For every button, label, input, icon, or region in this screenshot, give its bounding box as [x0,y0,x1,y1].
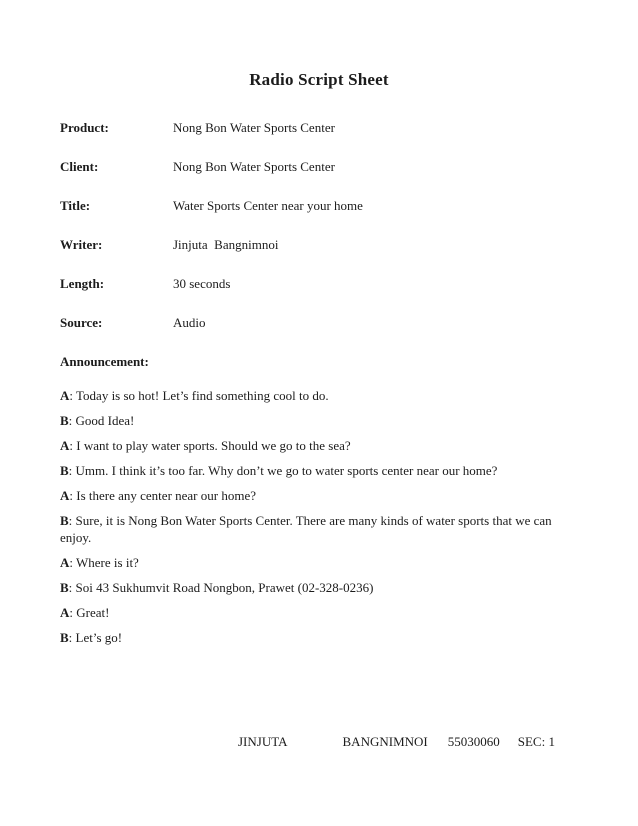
speaker-label: B [60,463,69,478]
footer-section: SEC: 1 [517,734,555,749]
meta-value: Nong Bon Water Sports Center [173,120,335,135]
dialogue-text: : Umm. I think it’s too far. Why don’t we go to water sports center near our home? [68,463,498,478]
meta-label: Product: [60,120,109,135]
meta-row-writer [60,237,580,253]
meta-section [60,120,580,331]
meta-label: Title: [60,198,91,213]
speaker-label: A [60,438,70,453]
dialogue-text: : Good Idea! [68,413,135,428]
dialogue-text: : Sure, it is Nong Bon Water Sports Center. There are many kinds of water sports that we can enjoy. [60,513,552,545]
meta-row-length [60,276,580,292]
meta-value: 30 seconds [173,276,231,291]
meta-row-title [60,198,580,214]
dialogue-line [60,487,580,504]
meta-value: Audio [173,315,206,330]
meta-row-client [60,159,580,175]
footer [238,734,555,750]
speaker-label: A [60,555,70,570]
dialogue-line [60,629,580,646]
speaker-label: B [60,513,69,528]
speaker-label: B [60,413,69,428]
speaker-label: A [60,605,70,620]
dialogue-text: : Is there any center near our home? [69,488,256,503]
document-content [0,120,638,646]
speaker-label: A [60,388,70,403]
dialogue-line [60,579,580,596]
meta-label: Client: [60,159,99,174]
dialogue-text: : I want to play water sports. Should we go to the sea? [69,438,351,453]
dialogue-line [60,554,580,571]
speaker-label: B [60,580,69,595]
dialogue-line [60,387,580,404]
dialogue-section [60,387,580,646]
footer-last-name: BANGNIMNOI [342,734,428,749]
meta-value: Nong Bon Water Sports Center [173,159,335,174]
meta-label: Writer: [60,237,103,252]
dialogue-text: : Where is it? [69,555,139,570]
meta-label: Length: [60,276,105,291]
footer-student-id: 55030060 [447,734,500,749]
meta-row-product [60,120,580,136]
dialogue-line [60,462,580,479]
dialogue-text: : Soi 43 Sukhumvit Road Nongbon, Prawet (02-328-0236) [68,580,374,595]
page-title: Radio Script Sheet [249,70,389,89]
dialogue-text: : Let’s go! [68,630,123,645]
announcement-heading: Announcement: [60,354,149,369]
dialogue-line [60,604,580,621]
meta-value: Jinjuta Bangnimnoi [173,237,279,252]
meta-label: Source: [60,315,103,330]
dialogue-line [60,512,580,546]
footer-first-name: JINJUTA [238,734,288,749]
dialogue-line [60,412,580,429]
speaker-label: B [60,630,69,645]
dialogue-line [60,437,580,454]
dialogue-text: : Today is so hot! Let’s find something cool to do. [69,388,329,403]
dialogue-text: : Great! [69,605,110,620]
meta-value: Water Sports Center near your home [173,198,363,213]
speaker-label: A [60,488,70,503]
meta-row-source [60,315,580,331]
